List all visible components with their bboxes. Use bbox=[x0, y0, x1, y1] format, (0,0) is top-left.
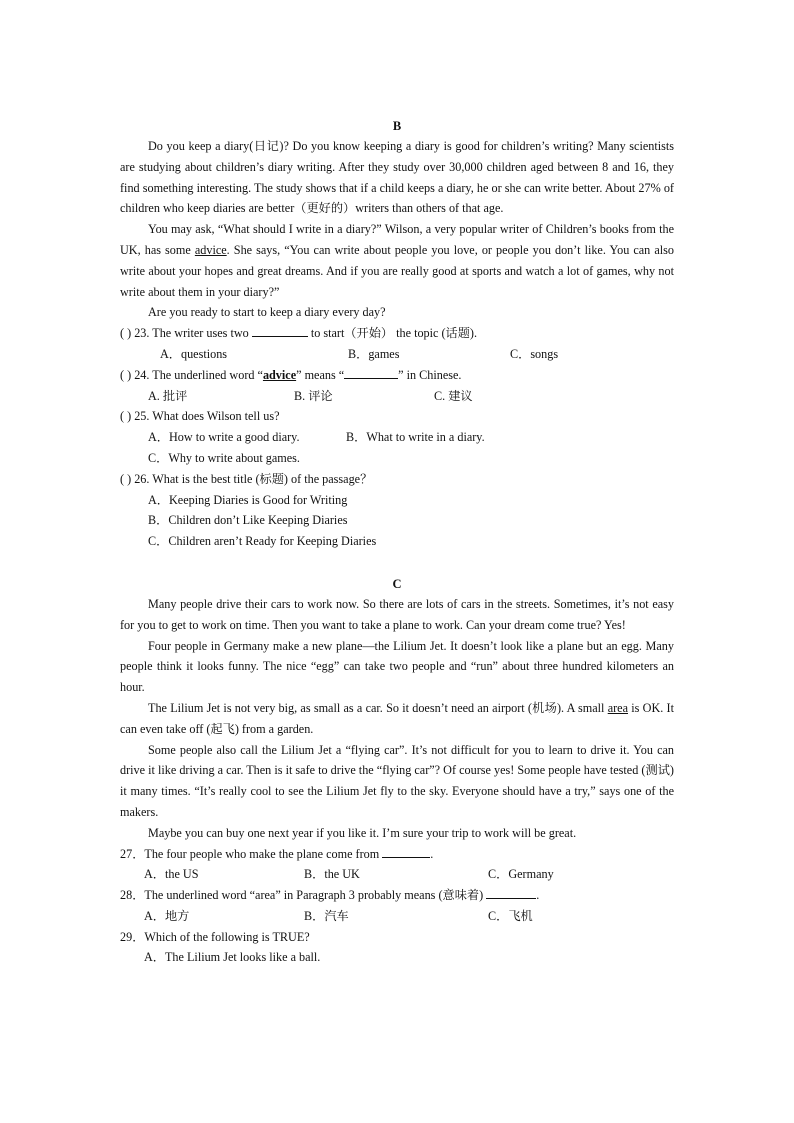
question-27-options bbox=[120, 864, 674, 885]
question-25-options bbox=[120, 427, 674, 448]
question-25-options bbox=[120, 448, 674, 469]
section-c-paragraph-3 bbox=[120, 698, 674, 740]
option[interactable]: B. 评论 bbox=[294, 388, 333, 403]
option[interactable]: C．Why to write about games. bbox=[148, 450, 300, 465]
question-text: ( ) 24. The underlined word “ bbox=[120, 367, 263, 382]
option[interactable]: A．the US bbox=[144, 867, 199, 882]
option[interactable]: A．questions bbox=[160, 346, 228, 361]
section-b-heading: B bbox=[392, 119, 402, 133]
paragraph-text: The Lilium Jet is not very big, as small as a car. So it doesn’t need an airport (机场). A small bbox=[148, 700, 608, 715]
option[interactable]: A. 批评 bbox=[148, 388, 188, 403]
underlined-word-advice: advice bbox=[194, 242, 227, 257]
question-26-options bbox=[120, 531, 674, 552]
section-b-paragraph-3: Are you ready to start to keep a diary every day? bbox=[148, 305, 386, 320]
question-28-options bbox=[120, 906, 674, 927]
underlined-word-area: area bbox=[607, 700, 628, 715]
question-28 bbox=[120, 885, 674, 906]
document-page bbox=[120, 116, 674, 968]
question-text: ” means “ bbox=[296, 367, 345, 382]
option[interactable]: C．飞机 bbox=[488, 908, 533, 923]
question-25: ( ) 25. What does Wilson tell us? bbox=[120, 409, 280, 424]
question-text: 28．The underlined word “area” in Paragraph 3 probably means (意味着) bbox=[120, 888, 487, 903]
question-text: 27．The four people who make the plane come from bbox=[120, 846, 383, 861]
option[interactable]: C．Children aren’t Ready for Keeping Diaries bbox=[148, 534, 377, 549]
option[interactable]: B．What to write in a diary. bbox=[346, 430, 485, 445]
question-29: 29．Which of the following is TRUE? bbox=[120, 929, 310, 944]
question-24 bbox=[120, 365, 674, 386]
option[interactable]: C．songs bbox=[510, 346, 559, 361]
question-text: to start（开始） the topic (话题). bbox=[307, 326, 478, 341]
answer-blank[interactable] bbox=[344, 366, 398, 379]
option[interactable]: A．Keeping Diaries is Good for Writing bbox=[148, 492, 348, 507]
question-text: ( ) 23. The writer uses two bbox=[120, 326, 252, 341]
section-b-paragraph-2 bbox=[120, 219, 674, 302]
answer-blank[interactable] bbox=[382, 845, 430, 858]
question-text: . bbox=[536, 888, 540, 903]
question-29-options bbox=[120, 947, 674, 968]
paragraph-text: You may ask, “What should I write in a diary?” Wilson, a very popular writer of Children’s books from the UK, has some bbox=[120, 222, 674, 257]
option[interactable]: B．games bbox=[348, 346, 400, 361]
section-c-paragraph-2: Four people in Germany make a new plane—the Lilium Jet. It doesn’t look like a plane but an egg. Many people think it looks funny. The nice “egg” can take two people and “run” about three hundred kilometers an hour. bbox=[120, 638, 674, 695]
question-text: . bbox=[430, 846, 434, 861]
section-c-paragraph-4: Some people also call the Lilium Jet a “flying car”. It’s not difficult for you to learn to drive it. You can drive it like driving a car. Then is it safe to drive the “flying car”? Of course yes! Some people have tested (测试) it many times. “It’s really cool to see the Lilium Jet fly to the sky. Everyone should have a try,” says one of the makers. bbox=[120, 742, 674, 819]
answer-blank[interactable] bbox=[486, 886, 536, 899]
option[interactable]: C．Germany bbox=[488, 867, 554, 882]
paragraph-text: . She says, “You can write about people you love, or people you don’t like. You can also write about your hopes and great dreams. And if you are really good at sports and watch a lot of games, why not write about them in your diary?” bbox=[120, 242, 674, 299]
question-26: ( ) 26. What is the best title (标题) of the passage？ bbox=[120, 471, 373, 486]
question-23 bbox=[120, 323, 674, 344]
question-26-options bbox=[120, 490, 674, 511]
option[interactable]: A．地方 bbox=[144, 908, 190, 923]
section-b-paragraph-1: Do you keep a diary(日记)? Do you know keeping a diary is good for children’s writing? Many scientists are studying about children’s diary writing. After they study over 30,000 children aged between 8 and 16, they find something interesting. The study shows that if a child keeps a diary, he or she can write better. About 27% of children who keep diaries are better（更好的）writers than others of that age. bbox=[120, 139, 674, 216]
question-27 bbox=[120, 844, 674, 865]
question-text: ” in Chinese. bbox=[398, 367, 462, 382]
question-26-options bbox=[120, 510, 674, 531]
option[interactable]: B．汽车 bbox=[304, 908, 349, 923]
question-23-options bbox=[120, 344, 674, 365]
option[interactable]: B．Children don’t Like Keeping Diaries bbox=[148, 513, 348, 528]
option[interactable]: A．The Lilium Jet looks like a ball. bbox=[144, 950, 321, 965]
section-c-paragraph-1: Many people drive their cars to work now. So there are lots of cars in the streets. Sometimes, it’s not easy for you to get to work on time. Then you want to take a plane to work. Can your dream come true? Yes! bbox=[120, 596, 674, 632]
question-24-options bbox=[120, 386, 674, 407]
paragraph-text: is OK. It can even take off (起飞) from a garden. bbox=[120, 700, 674, 736]
section-spacer bbox=[120, 552, 674, 574]
underlined-word-advice: advice bbox=[262, 367, 297, 382]
option[interactable]: B．the UK bbox=[304, 867, 360, 882]
answer-blank[interactable] bbox=[252, 324, 308, 337]
option[interactable]: C. 建议 bbox=[434, 388, 473, 403]
option[interactable]: A．How to write a good diary. bbox=[148, 430, 300, 445]
section-c-paragraph-5: Maybe you can buy one next year if you like it. I’m sure your trip to work will be great. bbox=[148, 825, 577, 840]
section-c-heading: C bbox=[392, 576, 402, 591]
